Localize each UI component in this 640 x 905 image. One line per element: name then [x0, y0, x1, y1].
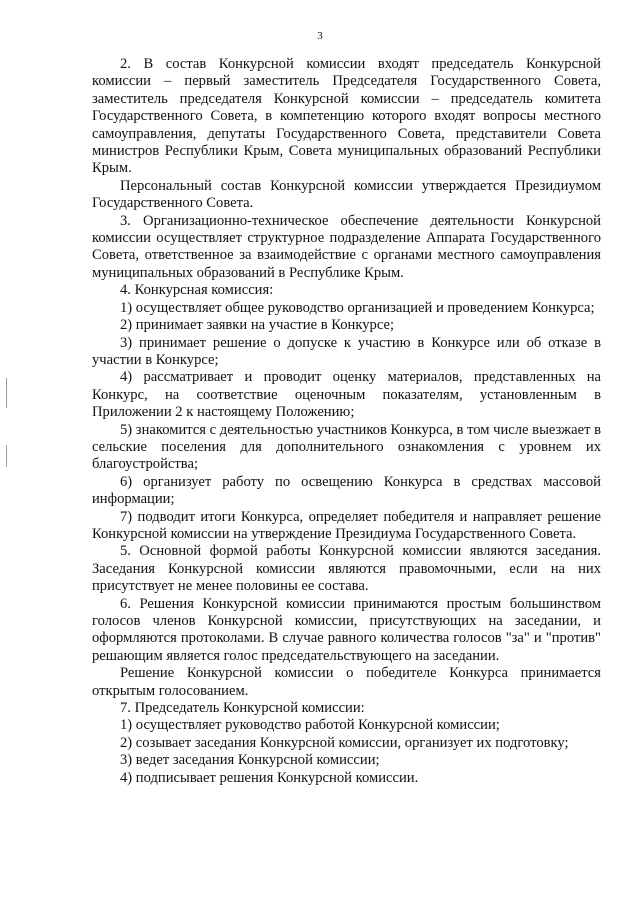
list-item: 3) принимает решение о допуске к участию в Конкурсе или об отказе в участии в Конкурсе;	[92, 334, 601, 368]
paragraph-5-meetings: 5. Основной формой работы Конкурсной комиссии являются заседания. Заседания Конкурсной комиссии являются правомочными, если на них присутствует не менее половины ее состава.	[92, 543, 601, 595]
list-item: 3) ведет заседания Конкурсной комиссии;	[120, 752, 380, 769]
list-item: 4) подписывает решения Конкурсной комиссии.	[120, 769, 419, 786]
paragraph-4-heading: 4. Конкурсная комиссия:	[120, 282, 274, 299]
list-item: 6) организует работу по освещению Конкурса в средствах массовой информации;	[92, 473, 601, 508]
paragraph-open-vote: Решение Конкурсной комиссии о победителе Конкурса принимается открытым голосованием.	[92, 665, 601, 699]
paragraph-7-heading: 7. Председатель Конкурсной комиссии:	[120, 700, 365, 717]
page-number: 3	[317, 30, 323, 42]
paragraph-personal-composition: Персональный состав Конкурсной комиссии утверждается Президиумом Государственного Совета.	[92, 177, 601, 212]
list-item: 2) созывает заседания Конкурсной комиссии, организует их подготовку;	[120, 734, 569, 751]
list-item: 2) принимает заявки на участие в Конкурсе;	[120, 317, 395, 334]
list-item: 5) знакомится с деятельностью участников Конкурса, в том числе выезжает в сельские поселения для дополнительного ознакомления с уровнем их благоустройства;	[92, 421, 601, 473]
list-item: 1) осуществляет общее руководство организацией и проведением Конкурса;	[120, 299, 595, 316]
list-item: 7) подводит итоги Конкурса, определяет победителя и направляет решение Конкурсной комиссии на утверждение Президиума Государственного Совета.	[92, 508, 601, 542]
scan-margin-mark	[6, 378, 7, 408]
paragraph-2-commission-composition: 2. В состав Конкурсной комиссии входят председатель Конкурсной комиссии – первый заместитель Председателя Государственного Совета, заместитель председателя Конкурсной комиссии – председатель комитета Государственного Совета, в компетенцию которого входят вопросы местного самоуправления, депутаты Государственного Совета, представители Совета министров Республики Крым, Совета муниципальных образований Республики Крым.	[92, 56, 601, 177]
document-body	[92, 56, 601, 787]
paragraph-6-decisions: 6. Решения Конкурсной комиссии принимаются простым большинством голосов членов Конкурсной комиссии, присутствующих на заседании, и оформляются протоколами. В случае равного количества голосов "за" и "против" решающим является голос председательствующего на заседании.	[92, 595, 601, 664]
list-item: 1) осуществляет руководство работой Конкурсной комиссии;	[120, 717, 500, 734]
paragraph-3-organizational-support: 3. Организационно-техническое обеспечение деятельности Конкурсной комиссии осуществляет структурное подразделение Аппарата Государственного Совета, ответственное за взаимодействие с органами местного самоуправления муниципальных образований в Республике Крым.	[92, 212, 601, 281]
scan-margin-mark	[6, 445, 7, 467]
list-item: 4) рассматривает и проводит оценку материалов, представленных на Конкурс, на соответствие оценочным показателям, установленным в Приложении 2 к настоящему Положению;	[92, 369, 601, 421]
